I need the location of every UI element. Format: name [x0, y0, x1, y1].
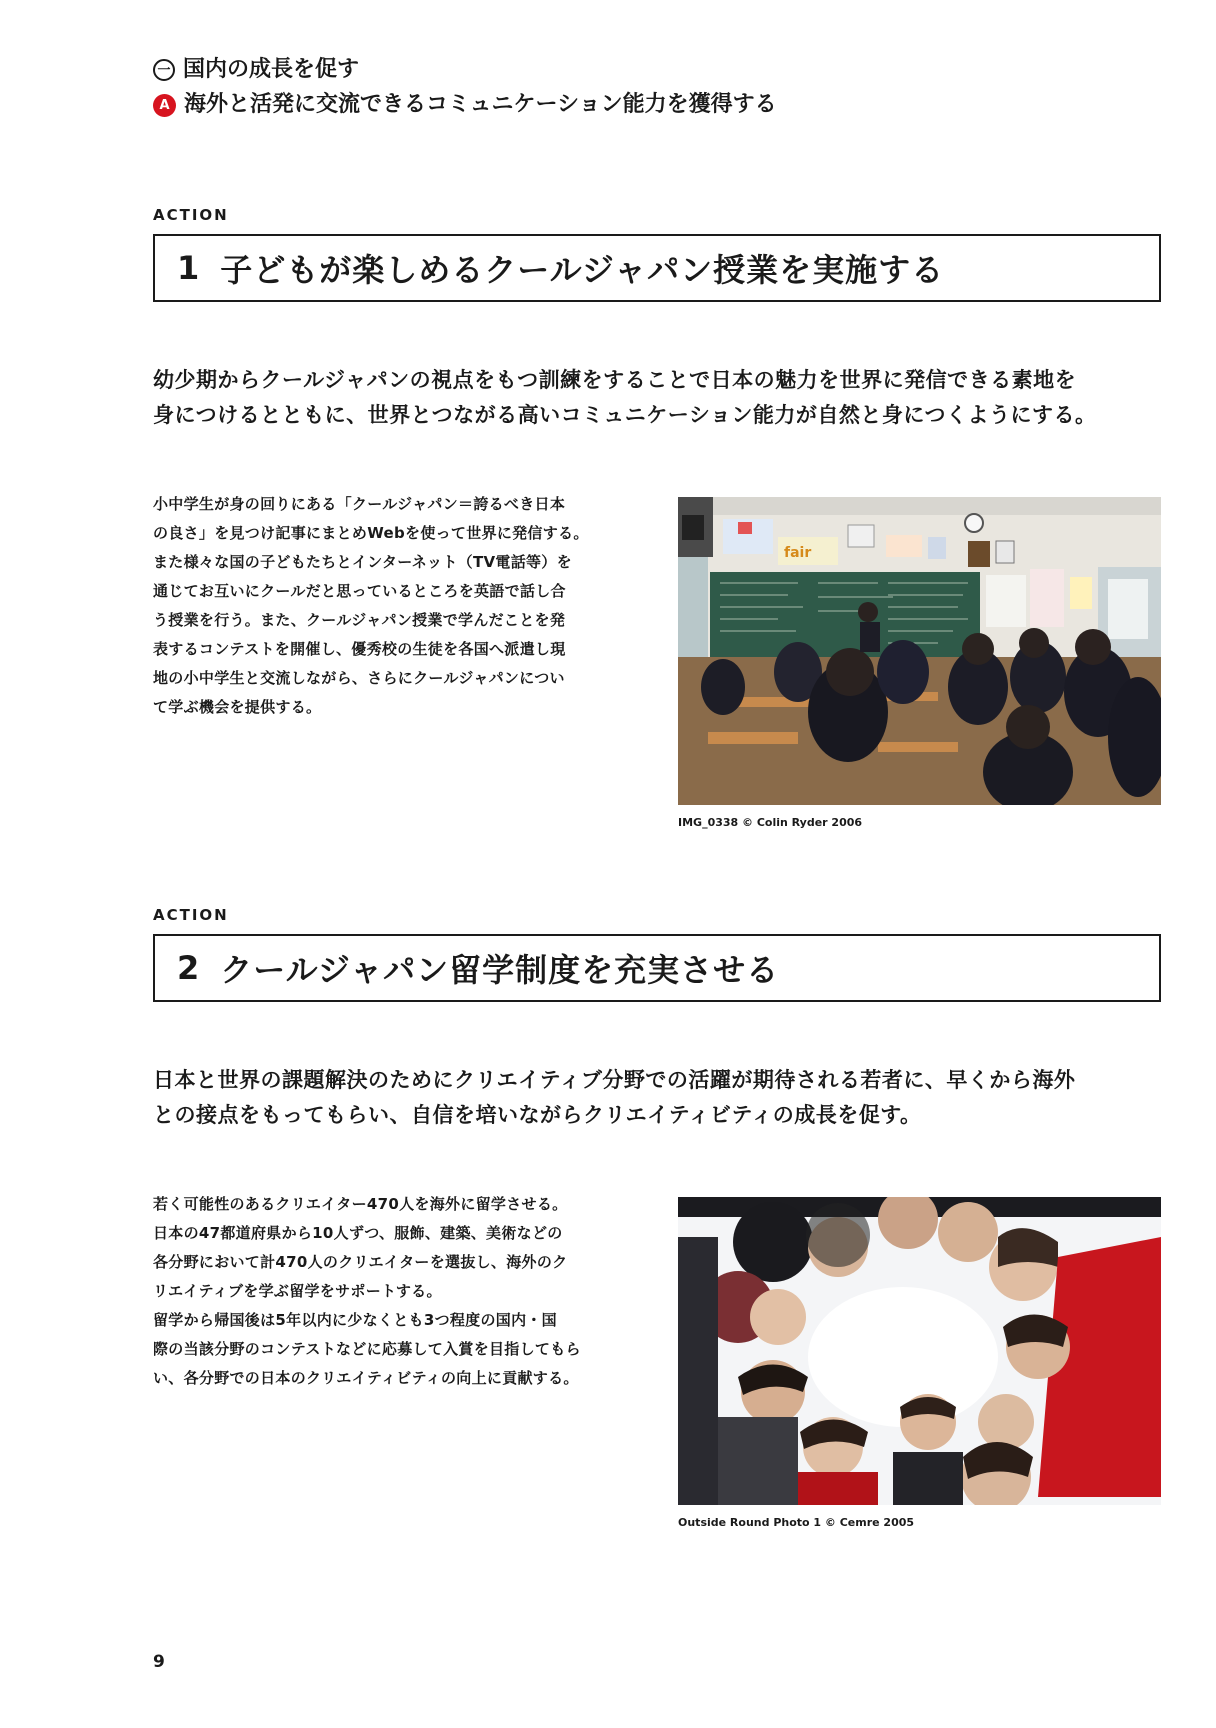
- action-1-photo-caption: IMG_0338 © Colin Ryder 2006: [678, 816, 863, 829]
- action-2-label: ACTION: [153, 906, 229, 924]
- action-2-title: クールジャパン留学制度を充実させる: [220, 951, 780, 989]
- action-2-number: 2: [177, 949, 201, 987]
- action-1-lead: [153, 363, 1163, 433]
- action-1-body: [153, 490, 641, 722]
- body-line: 地の小中学生と交流しながら、さらにクールジャパンについ: [153, 669, 565, 687]
- section-heading: [153, 55, 359, 85]
- svg-text:fair: fair: [784, 545, 812, 561]
- body-line: 通じてお互いにクールだと思っているところを英語で話し合: [153, 582, 566, 600]
- body-line: う授業を行う。また、クールジャパン授業で学んだことを発: [153, 611, 566, 629]
- body-line: 小中学生が身の回りにある「クールジャパン＝誇るべき日本: [153, 495, 566, 513]
- section-title: 国内の成長を促す: [183, 57, 360, 82]
- action-1-label: ACTION: [153, 206, 229, 224]
- body-line: 際の当該分野のコンテストなどに応募して入賞を目指してもら: [153, 1340, 581, 1358]
- action-2-photo-caption: Outside Round Photo 1 © Cemre 2005: [678, 1516, 915, 1529]
- action-2-lead: [153, 1063, 1163, 1133]
- group-circle-photo: [678, 1197, 1161, 1505]
- body-line: リエイティブを学ぶ留学をサポートする。: [153, 1282, 442, 1300]
- section-number-badge: 一: [153, 59, 175, 81]
- lead-line: 日本と世界の課題解決のためにクリエイティブ分野での活躍が期待される若者に、早くから海外: [153, 1068, 1076, 1092]
- body-line: て学ぶ機会を提供する。: [153, 698, 322, 716]
- page-number: 9: [153, 1652, 165, 1672]
- classroom-photo: [678, 497, 1161, 805]
- action-1-title: 子どもが楽しめるクールジャパン授業を実施する: [220, 251, 945, 289]
- action-1-title-box: [153, 234, 1161, 302]
- lead-line: 身につけるとともに、世界とつながる高いコミュニケーション能力が自然と身につくようにする。: [153, 403, 1097, 427]
- body-line: 各分野において計470人のクリエイターを選抜し、海外のク: [153, 1253, 568, 1271]
- action-1-number: 1: [177, 249, 201, 287]
- body-line: 日本の47都道府県から10人ずつ、服飾、建築、美術などの: [153, 1224, 563, 1242]
- subsection-title: 海外と活発に交流できるコミュニケーション能力を獲得する: [184, 92, 777, 117]
- action-2-body: [153, 1190, 641, 1393]
- action-2-title-box: [153, 934, 1161, 1002]
- lead-line: との接点をもってもらい、自信を培いながらクリエイティビティの成長を促す。: [153, 1103, 922, 1127]
- body-line: 表するコンテストを開催し、優秀校の生徒を各国へ派遣し現: [153, 640, 566, 658]
- body-line: 若く可能性のあるクリエイター470人を海外に留学させる。: [153, 1195, 568, 1213]
- body-line: また様々な国の子どもたちとインターネット（TV電話等）を: [153, 553, 572, 571]
- subsection-heading: [153, 90, 777, 120]
- body-line: 留学から帰国後は5年以内に少なくとも3つ程度の国内・国: [153, 1311, 557, 1329]
- lead-line: 幼少期からクールジャパンの視点をもつ訓練をすることで日本の魅力を世界に発信できる素地を: [153, 368, 1077, 392]
- subsection-letter-badge: A: [153, 94, 176, 117]
- body-line: い、各分野での日本のクリエイティビティの向上に貢献する。: [153, 1369, 579, 1387]
- body-line: の良さ」を見つけ記事にまとめWebを使って世界に発信する。: [153, 524, 589, 542]
